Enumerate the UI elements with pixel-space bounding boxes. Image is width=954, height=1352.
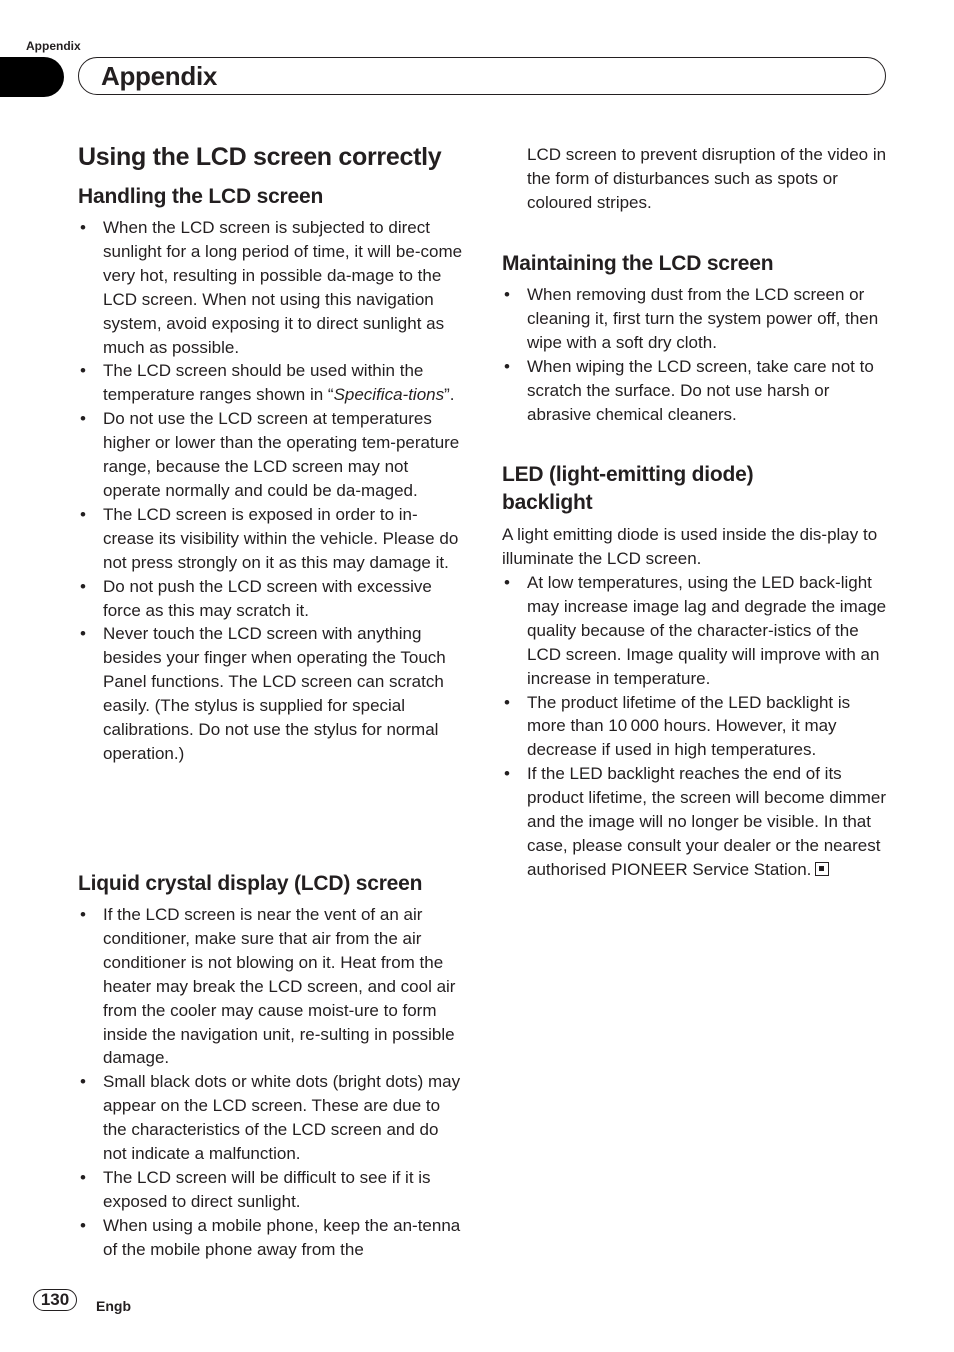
list-item bbox=[78, 1070, 466, 1166]
list-item-text: If the LED backlight reaches the end of its product lifetime, the screen will become dimmer and the image will no longer be visible. In that case, please consult your dealer or the nearest authorised PIONEER Service Station. bbox=[527, 764, 887, 879]
lcd-continuation: LCD screen to prevent disruption of the video in the form of disturbances such as spots or coloured stripes. bbox=[527, 145, 887, 212]
maintaining-heading: Maintaining the LCD screen bbox=[502, 252, 774, 275]
list-item bbox=[78, 503, 466, 575]
list-item bbox=[502, 355, 892, 427]
list-item bbox=[78, 407, 466, 503]
list-item-text: When the LCD screen is subjected to direct sunlight for a long period of time, it will be-come very hot, resulting in possible da-mage to the LCD screen. When not using this navigation system, avoid exposing it to direct sunlight as much as possible. bbox=[103, 218, 463, 357]
led-heading bbox=[502, 461, 892, 517]
bullet: • bbox=[80, 905, 86, 924]
bullet: • bbox=[504, 692, 510, 712]
list-item-text: The product lifetime of the LED backlight is more than 10 000 hours. However, it may decrease if used in high temperatures. bbox=[527, 692, 851, 760]
bullet: • bbox=[80, 504, 86, 524]
list-item-text-tail: ”. bbox=[444, 385, 455, 405]
led-heading-line1: LED (light-emitting diode) bbox=[502, 463, 754, 486]
bullet: • bbox=[504, 356, 510, 376]
bullet: • bbox=[80, 409, 86, 429]
bullet: • bbox=[80, 1072, 86, 1092]
language-code: Engb bbox=[96, 1298, 131, 1314]
list-item bbox=[502, 762, 892, 882]
list-item bbox=[502, 571, 892, 691]
list-item-text: Do not push the LCD screen with excessive force as this may scratch it. bbox=[103, 576, 432, 620]
led-heading-line2: backlight bbox=[502, 491, 593, 514]
handling-heading: Handling the LCD screen bbox=[78, 185, 324, 208]
bullet: • bbox=[504, 285, 510, 304]
bullet: • bbox=[80, 361, 86, 381]
list-item-text: Small black dots or white dots (bright dots) may appear on the LCD screen. These are due to the characteristics of the LCD screen and do not indicate a malfunction. bbox=[103, 1072, 461, 1164]
page-number-badge: 130 bbox=[33, 1289, 77, 1311]
list-item bbox=[78, 622, 466, 765]
list-item-text: If the LCD screen is near the vent of an air conditioner, make sure that air from the air conditioner is not blowing on it. Heat from the heater may break the LCD screen, and cool air from the cooler may cause moist-ure to form inside the navigation unit, re-sulting in possible damage. bbox=[103, 905, 456, 1068]
bullet: • bbox=[80, 1215, 86, 1235]
page-title: Using the LCD screen correctly bbox=[78, 143, 442, 171]
list-item-text: The LCD screen is exposed in order to in-crease its visibility within the vehicle. Please do not press strongly on it as this may damage it. bbox=[103, 504, 459, 572]
list-item-text: When using a mobile phone, keep the an-tenna of the mobile phone away from the bbox=[103, 1215, 461, 1259]
list-item-text: The LCD screen should be used within the temperature ranges shown in “ bbox=[103, 361, 424, 405]
bullet: • bbox=[80, 624, 86, 644]
list-item-text: When removing dust from the LCD screen or cleaning it, first turn the system power off, then wipe with a soft dry cloth. bbox=[527, 285, 879, 352]
list-item-text: Do not use the LCD screen at temperatures higher or lower than the operating tem-perature range, because the LCD screen may not operate normally and could be da-maged. bbox=[103, 409, 460, 500]
list-item bbox=[502, 691, 892, 763]
list-item-text: When wiping the LCD screen, take care not to scratch the surface. Do not use harsh or abrasive chemical cleaners. bbox=[527, 356, 874, 424]
bullet: • bbox=[80, 576, 86, 596]
section-title: Appendix bbox=[101, 61, 218, 91]
section-tab-marker bbox=[0, 57, 64, 97]
list-item-text: The LCD screen will be difficult to see if it is exposed to direct sunlight. bbox=[103, 1167, 431, 1211]
list-item-text: At low temperatures, using the LED back-light may increase image lag and degrade the image quality because of the character-istics of the LCD screen. Image quality will improve with an increase in temperature. bbox=[527, 573, 887, 688]
list-item bbox=[502, 283, 892, 355]
bullet: • bbox=[504, 573, 510, 592]
specifications-reference: Specifica-tions bbox=[333, 385, 445, 405]
led-list bbox=[502, 571, 892, 882]
bullet: • bbox=[80, 218, 86, 237]
bullet: • bbox=[504, 764, 510, 784]
lcd-heading: Liquid crystal display (LCD) screen bbox=[78, 872, 423, 895]
maintaining-list bbox=[502, 283, 892, 426]
list-item bbox=[78, 216, 466, 359]
handling-list bbox=[78, 216, 466, 766]
list-item-text: Never touch the LCD screen with anything besides your finger when operating the Touch Panel functions. The LCD screen can scratch easily. (The stylus is supplied for special calibrations. Do not use the stylus for normal operation.) bbox=[103, 624, 446, 763]
list-item bbox=[78, 1166, 466, 1214]
bullet: • bbox=[80, 1167, 86, 1187]
led-intro: A light emitting diode is used inside the dis-play to illuminate the LCD screen. bbox=[502, 525, 878, 568]
running-head: Appendix bbox=[26, 39, 81, 53]
list-item bbox=[78, 359, 466, 407]
list-item bbox=[78, 575, 466, 623]
list-item bbox=[78, 903, 466, 1070]
list-item bbox=[78, 1214, 466, 1262]
end-of-section-square-icon bbox=[815, 862, 829, 876]
lcd-list bbox=[78, 903, 466, 1262]
section-bar bbox=[78, 57, 886, 95]
